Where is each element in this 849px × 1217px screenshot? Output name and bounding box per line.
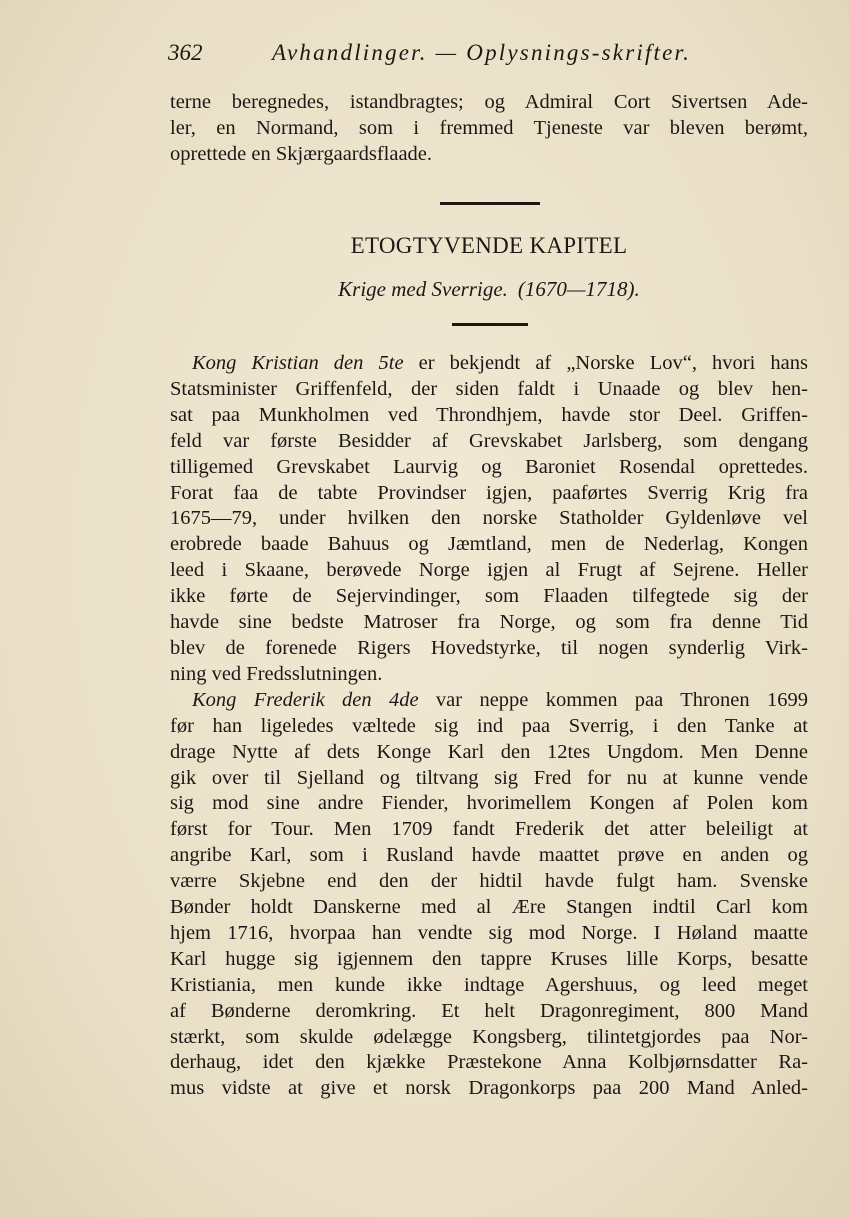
text-line: Bønder holdt Danskerne med al Ære Stangen indtil Carl kom: [170, 896, 808, 919]
text-line: ikke førte de Sejervindinger, som Flaaden tilfegtede sig der: [170, 585, 808, 608]
section-divider-bottom: [452, 323, 528, 326]
text-line: terne beregnedes, istandbragtes; og Admiral Cort Sivertsen Ade-: [170, 91, 808, 113]
text-line: ler, en Normand, som i fremmed Tjeneste var bleven berømt,: [170, 116, 808, 139]
chapter-title: ETOGTYVENDE KAPITEL: [350, 233, 628, 258]
text-line: feld var første Besidder af Grevskabet Jarlsberg, som dengang: [170, 429, 808, 452]
text-line: derhaug, idet den kjække Præstekone Anna Kolbjørnsdatter Ra-: [170, 1051, 808, 1074]
text-line: før han ligeledes væltede sig ind paa Sverrig, i den Tanke at: [170, 714, 808, 737]
chapter-subtitle: [170, 277, 808, 302]
text-line: sig mod sine andre Fiender, hvorimellem Kongen af Polen kom: [170, 792, 808, 815]
text-line: blev de forenede Rigers Hovedstyrke, til nogen synderlig Virk-: [170, 636, 808, 659]
text-line: oprettede en Skjærgaardsflaade.: [170, 142, 433, 165]
paragraph-2-first-line: [170, 688, 808, 714]
text-line: angribe Karl, som i Rusland havde maattet prøve en anden og: [170, 844, 808, 867]
text-line: Statsminister Griffenfeld, der siden faldt i Unaade og blev hen-: [170, 377, 808, 400]
chapter-dates: (1670—1718).: [517, 277, 640, 301]
text-line: Forat faa de tabte Provindser igjen, paaførtes Sverrig Krig fra: [170, 481, 808, 504]
text-line: sat paa Munkholmen ved Throndhjem, havde stor Deel. Griffen-: [170, 403, 808, 426]
text-line: 1675—79, under hvilken den norske Statholder Gyldenløve vel: [170, 507, 808, 530]
page-header: [168, 40, 808, 76]
text-line: leed i Skaane, berøvede Norge igjen al Frugt af Sejrene. Heller: [170, 559, 808, 582]
text-line: gik over til Sjelland og tiltvang sig Fred for nu at kunne vende: [170, 766, 808, 789]
text-line: først for Tour. Men 1709 fandt Frederik det atter beleiligt at: [170, 818, 808, 841]
page-number: 362: [168, 40, 203, 65]
text-line: af Bønderne deromkring. Et helt Dragonregiment, 800 Mand: [170, 999, 808, 1022]
text-line: ning ved Fredsslutningen.: [170, 662, 383, 685]
chapter-body: [170, 351, 808, 1102]
text-line: erobrede baade Bahuus og Jæmtland, men de Nederlag, Kongen: [170, 533, 808, 556]
section-divider-top: [440, 202, 540, 205]
lead-name: Kong Kristian den 5te: [192, 352, 404, 374]
text-line: havde sine bedste Matroser fra Norge, og som fra denne Tid: [170, 611, 808, 634]
text-line: stærkt, som skulde ødelægge Kongsberg, tilintetgjordes paa Nor-: [170, 1025, 808, 1048]
text-line: Kristiania, men kunde ikke indtage Agershuus, og leed meget: [170, 973, 808, 996]
text-line: tilligemed Grevskabet Laurvig og Baroniet Rosendal oprettedes.: [170, 455, 808, 478]
text-line: Karl hugge sig igjennem den tappre Kruses lille Korps, besatte: [170, 947, 808, 970]
lead-rest: var neppe kommen paa Thronen 1699: [418, 688, 808, 711]
text-line: værre Skjebne end den der hidtil havde fulgt ham. Svenske: [170, 870, 808, 893]
intro-paragraph: [170, 90, 808, 168]
running-head: Avhandlinger. — Oplysnings-skrifter.: [272, 40, 692, 65]
lead-rest: er bekjendt af „Norske Lov“, hvori hans: [403, 352, 808, 374]
lead-name: Kong Frederik den 4de: [192, 688, 419, 711]
text-line: hjem 1716, hvorpaa han vendte sig mod Norge. I Høland maatte: [170, 921, 808, 944]
text-line: drage Nytte af dets Konge Karl den 12tes Ungdom. Men Denne: [170, 740, 808, 763]
paragraph-1-first-line: [170, 351, 808, 377]
chapter-subtitle-text: Krige med Sverrige.: [338, 277, 508, 301]
text-line: mus vidste at give et norsk Dragonkorps paa 200 Mand Anled-: [170, 1077, 808, 1100]
